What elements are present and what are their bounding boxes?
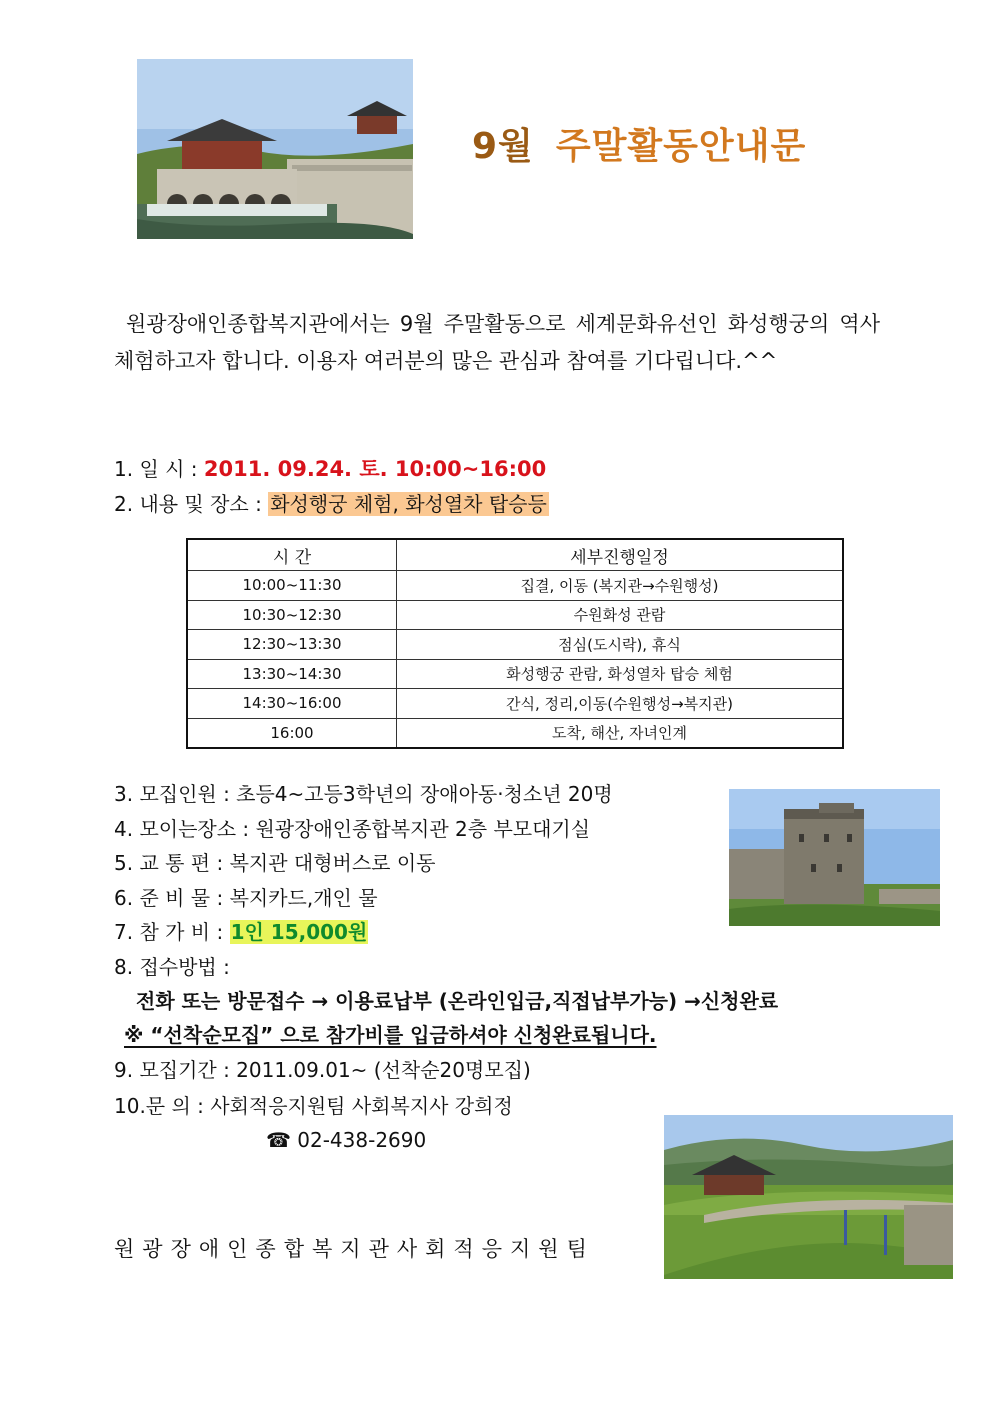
table-cell-time: 12:30~13:30 — [187, 630, 397, 660]
table-row — [187, 630, 843, 660]
stone-tower-photo — [729, 789, 940, 926]
application-note: ※ “선착순모집” 으로 참가비를 입금하셔야 신청완료됩니다. — [124, 1023, 657, 1047]
table-row — [187, 718, 843, 748]
item-recruit: 3. 모집인원 : 초등4~고등3학년의 장애아동·청소년 20명 — [114, 782, 613, 806]
schedule-table — [186, 538, 844, 749]
contact-phone: ☎ 02-438-2690 — [266, 1128, 427, 1152]
table-cell-time: 13:30~14:30 — [187, 659, 397, 689]
table-cell-detail: 수원화성 관람 — [397, 600, 844, 630]
table-cell-time: 10:30~12:30 — [187, 600, 397, 630]
footer-organization: 원광장애인종합복지관사회적응지원팀 — [114, 1237, 595, 1261]
table-row — [187, 600, 843, 630]
item-application: 8. 접수방법 : — [114, 955, 230, 979]
item-supplies: 6. 준 비 물 : 복지카드,개인 물 — [114, 886, 378, 910]
column-header-detail: 세부진행일정 — [397, 539, 844, 571]
table-cell-detail: 간식, 정리,이동(수원행성→복지관) — [397, 689, 844, 719]
item-fee: 7. 참 가 비 : 1인 15,000원 — [114, 920, 368, 944]
item-content-place: 2. 내용 및 장소 : 화성행궁 체험, 화성열차 탑승등 — [114, 492, 547, 516]
table-cell-time: 16:00 — [187, 718, 397, 748]
table-cell-detail: 도착, 해산, 자녀인계 — [397, 718, 844, 748]
table-cell-detail: 점심(도시락), 휴식 — [397, 630, 844, 660]
fortress-wall-photo — [664, 1115, 953, 1279]
intro-paragraph: 원광장애인종합복지관에서는 9월 주말활동으로 세계문화유선인 화성행궁의 역사 체험하고자 합니다. 이용자 여러분의 많은 관심과 참여를 기다립니다.^^ — [114, 312, 880, 373]
table-cell-time: 10:00~11:30 — [187, 571, 397, 601]
table-cell-detail: 집결, 이동 (복지관→수원행성) — [397, 571, 844, 601]
table-cell-time: 14:30~16:00 — [187, 689, 397, 719]
table-row — [187, 659, 843, 689]
table-row — [187, 689, 843, 719]
table-row — [187, 571, 843, 601]
item-date: 1. 일 시 : 2011. 09.24. 토. 10:00~16:00 — [114, 457, 547, 481]
table-header-row — [187, 539, 843, 571]
item-contact: 10.문 의 : 사회적응지원팀 사회복지사 강희정 — [114, 1094, 513, 1118]
column-header-time: 시 간 — [187, 539, 397, 571]
item-transport: 5. 교 통 편 : 복지관 대형버스로 이동 — [114, 851, 436, 875]
item-period: 9. 모집기간 : 2011.09.01~ (선착순20명모집) — [114, 1058, 531, 1082]
page-title: 9월 주말활동안내문 — [472, 126, 807, 167]
item-meeting-place: 4. 모이는장소 : 원광장애인종합복지관 2층 부모대기실 — [114, 817, 591, 841]
fortress-gate-photo — [137, 59, 413, 239]
application-process: 전화 또는 방문접수 → 이용료납부 (온라인입금,직접납부가능) →신청완료 — [136, 989, 779, 1013]
table-cell-detail: 화성행궁 관람, 화성열차 탑승 체험 — [397, 659, 844, 689]
